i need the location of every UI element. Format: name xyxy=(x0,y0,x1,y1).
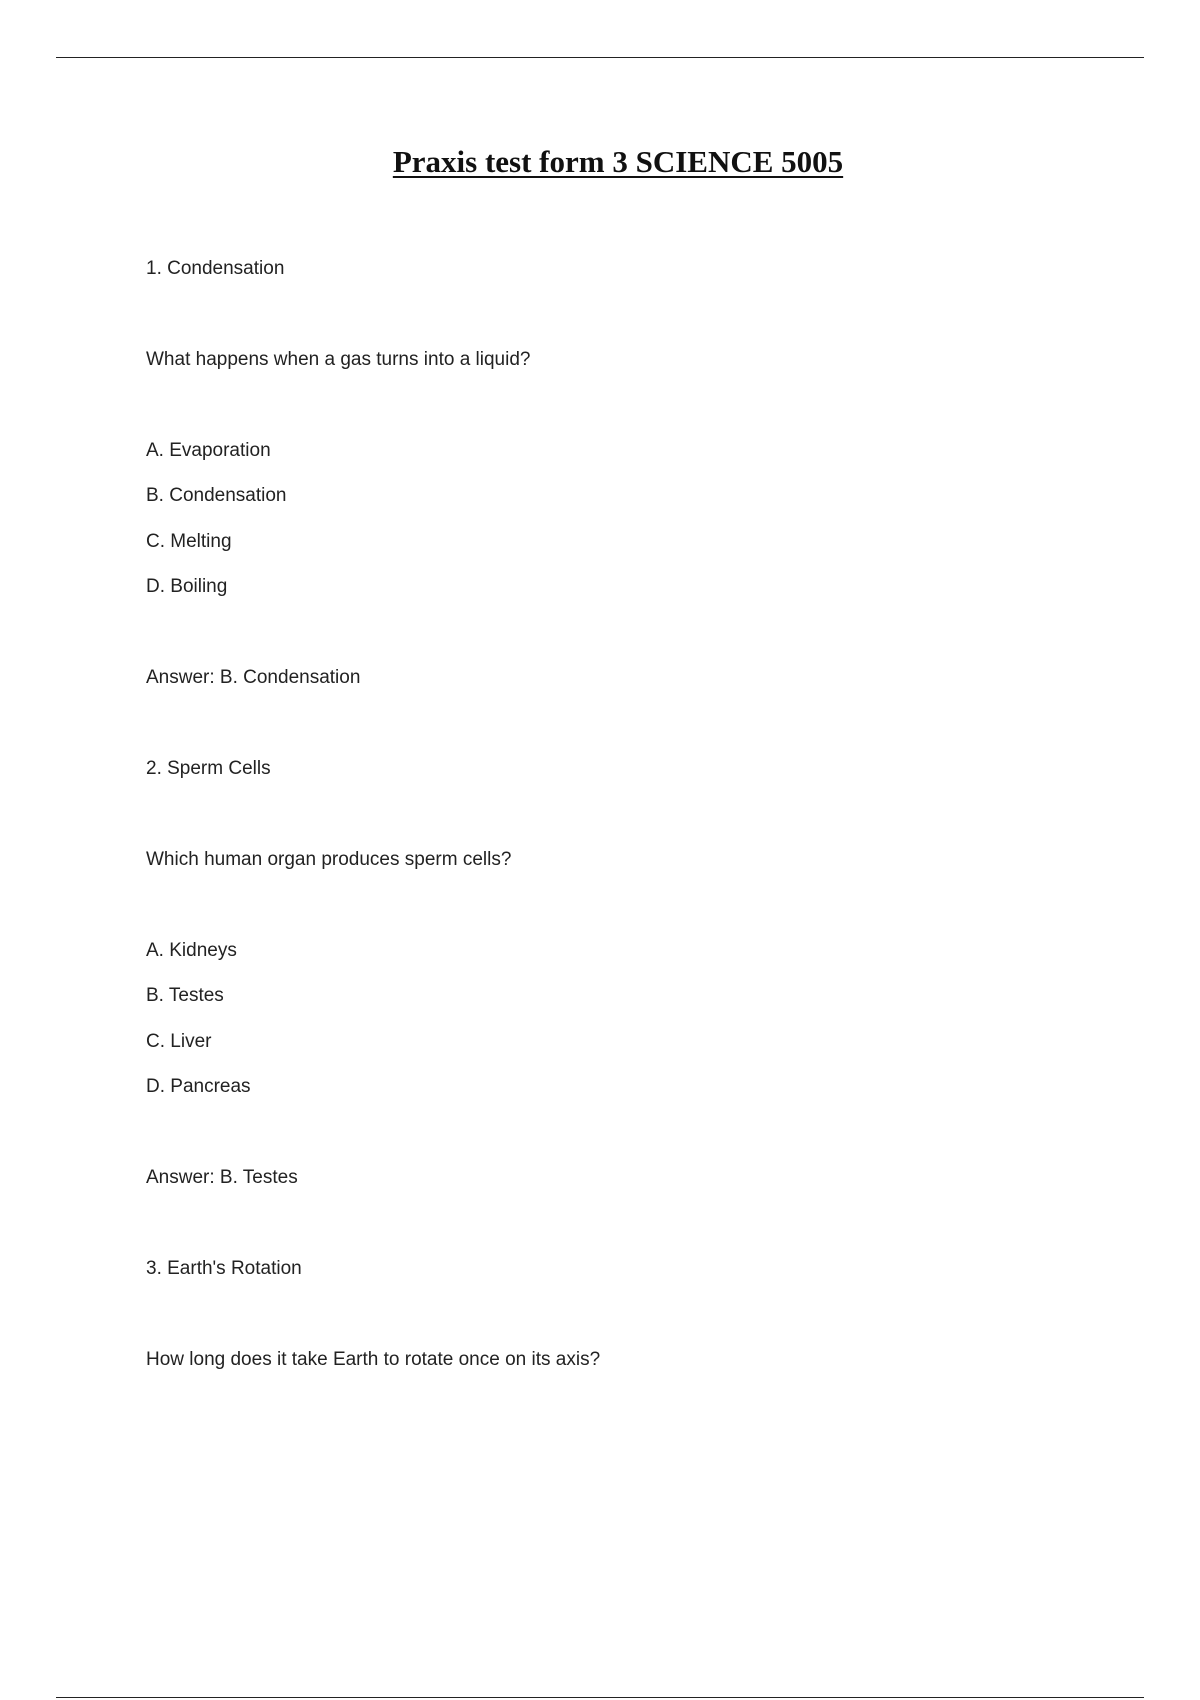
question-2-option-b: B. Testes xyxy=(146,985,224,1006)
question-2-heading: 2. Sperm Cells xyxy=(146,758,271,779)
question-1-option-c: C. Melting xyxy=(146,531,232,552)
question-1-option-a: A. Evaporation xyxy=(146,440,271,461)
page-title: Praxis test form 3 SCIENCE 5005 xyxy=(392,144,844,179)
question-1-prompt: What happens when a gas turns into a liquid? xyxy=(146,349,531,370)
question-2-prompt: Which human organ produces sperm cells? xyxy=(146,849,512,870)
question-1-option-d: D. Boiling xyxy=(146,576,228,597)
question-2-option-d: D. Pancreas xyxy=(146,1076,251,1097)
question-2-answer: Answer: B. Testes xyxy=(146,1167,298,1188)
question-1-option-b: B. Condensation xyxy=(146,485,287,506)
question-1-answer: Answer: B. Condensation xyxy=(146,667,361,688)
question-3-prompt: How long does it take Earth to rotate once on its axis? xyxy=(146,1349,601,1370)
top-rule xyxy=(56,57,1144,58)
question-3-heading: 3. Earth's Rotation xyxy=(146,1258,302,1279)
bottom-rule xyxy=(56,1697,1144,1698)
question-2-option-a: A. Kidneys xyxy=(146,940,237,961)
question-2-option-c: C. Liver xyxy=(146,1031,212,1052)
question-1-heading: 1. Condensation xyxy=(146,258,285,279)
